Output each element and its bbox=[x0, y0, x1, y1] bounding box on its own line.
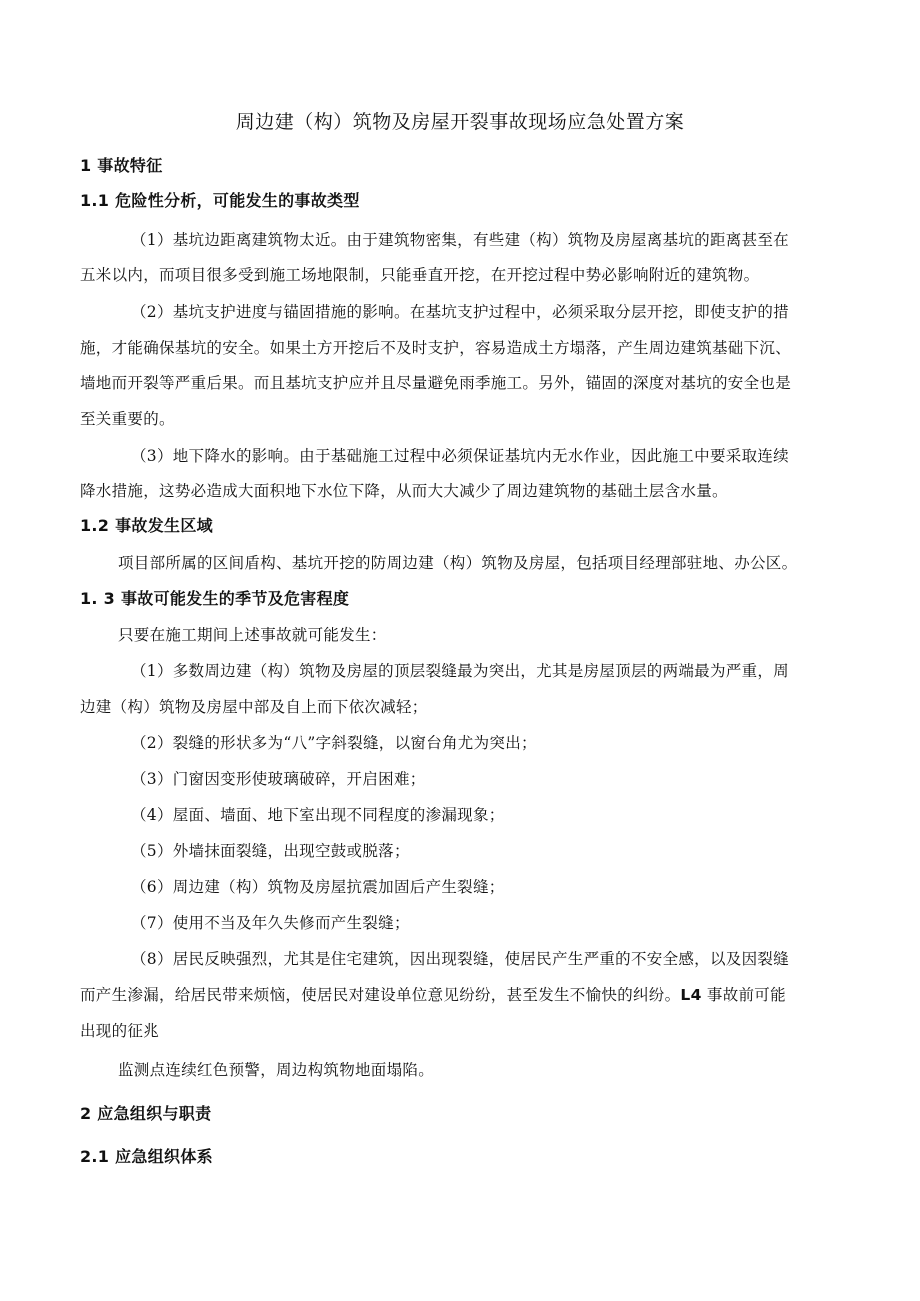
paragraph-line: 项目部所属的区间盾构、基坑开挖的防周边建（构）筑物及房屋，包括项目经理部驻地、办公区。 bbox=[118, 554, 798, 572]
heading-1-3 bbox=[80, 589, 860, 609]
heading-1-3-text: 1. 3 事故可能发生的季节及危害程度 bbox=[80, 589, 350, 608]
inline-heading-text: 事故前可能 bbox=[701, 986, 786, 1004]
paragraph-line: （1）多数周边建（构）筑物及房屋的顶层裂缝最为突出，尤其是房屋顶层的两端最为严重，周 bbox=[131, 662, 789, 680]
heading-2-1 bbox=[80, 1147, 860, 1167]
paragraph-line: （8）居民反映强烈，尤其是住宅建筑，因出现裂缝，使居民产生严重的不安全感，以及因裂缝 bbox=[131, 950, 789, 968]
list-item: （4）屋面、墙面、地下室出现不同程度的渗漏现象； bbox=[131, 806, 505, 824]
document-title: 周边建（构）筑物及房屋开裂事故现场应急处置方案 bbox=[235, 111, 685, 133]
heading-1-1 bbox=[80, 191, 860, 211]
paragraph-line: 只要在施工期间上述事故就可能发生： bbox=[118, 626, 387, 644]
list-item: （5）外墙抹面裂缝，出现空鼓或脱落； bbox=[131, 842, 410, 860]
heading-1 bbox=[80, 156, 860, 176]
paragraph-line: （2）基坑支护进度与锚固措施的影响。在基坑支护过程中，必须采取分层开挖，即使支护的措 bbox=[131, 303, 789, 321]
heading-1-2-text: 1.2 事故发生区域 bbox=[80, 516, 213, 535]
heading-1-2 bbox=[80, 516, 860, 536]
paragraph-line: 五米以内，而项目很多受到施工场地限制，只能垂直开挖，在开挖过程中势必影响附近的建筑物。 bbox=[80, 266, 760, 284]
paragraph-line: 降水措施，这势必造成大面积地下水位下降，从而大大减少了周边建筑物的基础土层含水量。 bbox=[80, 482, 728, 500]
paragraph-line: 出现的征兆 bbox=[80, 1022, 160, 1040]
heading-1-text: 1 事故特征 bbox=[80, 156, 163, 175]
list-item: （3）门窗因变形使玻璃破碎，开启困难； bbox=[131, 770, 426, 788]
paragraph-line: 至关重要的。 bbox=[80, 410, 175, 428]
paragraph-line: 边建（构）筑物及房屋中部及自上而下依次减轻； bbox=[80, 698, 428, 716]
paragraph-line: （3）地下降水的影响。由于基础施工过程中必须保证基坑内无水作业，因此施工中要采取连续 bbox=[131, 447, 789, 465]
heading-2-text: 2 应急组织与职责 bbox=[80, 1104, 212, 1123]
inline-heading-number: L4 bbox=[680, 986, 702, 1004]
list-item: （6）周边建（构）筑物及房屋抗震加固后产生裂缝； bbox=[131, 878, 505, 896]
paragraph-line: 监测点连续红色预警，周边构筑物地面塌陷。 bbox=[118, 1061, 435, 1079]
heading-1-1-text: 1.1 危险性分析，可能发生的事故类型 bbox=[80, 191, 360, 210]
list-item: （7）使用不当及年久失修而产生裂缝； bbox=[131, 914, 410, 932]
heading-2-1-text: 2.1 应急组织体系 bbox=[80, 1147, 213, 1166]
heading-2 bbox=[80, 1104, 860, 1124]
paragraph-line bbox=[80, 985, 860, 1005]
paragraph-line-text: 而产生渗漏，给居民带来烦恼，使居民对建设单位意见纷纷，甚至发生不愉快的纠纷。 bbox=[80, 986, 681, 1004]
list-item: （2）裂缝的形状多为“八”字斜裂缝，以窗台角尤为突出； bbox=[131, 734, 537, 752]
paragraph-line: 墙地而开裂等严重后果。而且基坑支护应并且尽量避免雨季施工。另外，锚固的深度对基坑的安全也是 bbox=[80, 374, 792, 392]
paragraph-line: 施，才能确保基坑的安全。如果土方开挖后不及时支护，容易造成土方塌落，产生周边建筑基础下沉、 bbox=[80, 339, 792, 357]
paragraph-line: （1）基坑边距离建筑物太近。由于建筑物密集，有些建（构）筑物及房屋离基坑的距离甚至在 bbox=[131, 231, 789, 249]
